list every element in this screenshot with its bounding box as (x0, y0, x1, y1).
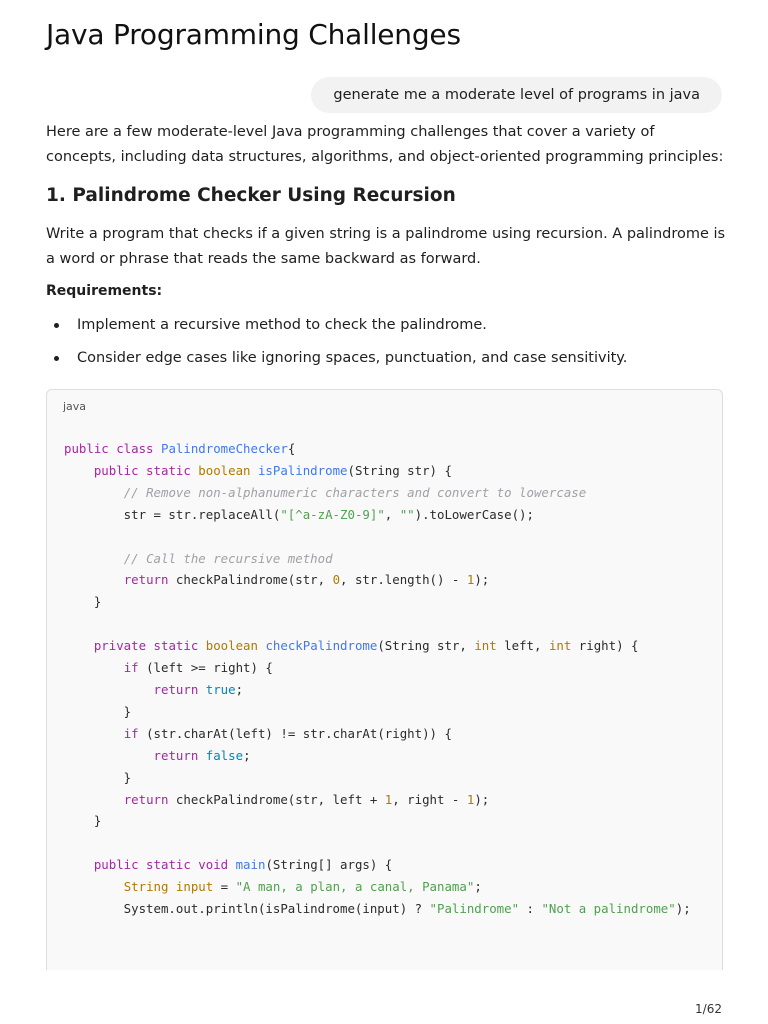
code-content[interactable] (64, 438, 691, 920)
code-language-label: java (63, 400, 87, 413)
intro-paragraph: Here are a few moderate-level Java programming challenges that cover a variety of concepts, including data structures, algorithms, and object-oriented programming principles: (46, 124, 724, 165)
code-line: private static boolean checkPalindrome(String str, int left, int right) { (93, 638, 639, 654)
code-line: // Call the recursive method (123, 550, 333, 566)
page-number: 1/62 (695, 1002, 722, 1016)
code-line: } (64, 703, 132, 719)
code-line: str = str.replaceAll("[^a-zA-Z0-9]", "").toLowerCase(); (64, 506, 534, 522)
requirements-label: Requirements: (46, 283, 163, 299)
requirements-list (46, 313, 627, 379)
code-block[interactable] (46, 389, 723, 970)
code-line: return checkPalindrome(str, 0, str.length() - 1); (123, 572, 490, 588)
user-message-bubble: generate me a moderate level of programs in java (311, 77, 722, 113)
code-line: } (64, 813, 102, 829)
code-line: System.out.println(isPalindrome(input) ? "Palindrome" : "Not a palindrome"); (64, 901, 691, 917)
list-item (46, 313, 627, 346)
code-line: return checkPalindrome(str, left + 1, right - 1); (123, 791, 490, 807)
bullet-icon (54, 356, 59, 361)
code-line: public class PalindromeChecker{ (64, 441, 296, 456)
code-line (64, 613, 691, 635)
code-line: public static boolean isPalindrome(String str) { (93, 462, 452, 478)
code-line: if (str.charAt(left) != str.charAt(right)) { (123, 725, 452, 741)
code-line (64, 526, 691, 548)
code-line: return false; (153, 747, 251, 763)
code-line: String input = "A man, a plan, a canal, Panama"; (123, 879, 482, 895)
code-line: } (64, 594, 102, 610)
bullet-icon (54, 323, 59, 328)
list-item-text: Implement a recursive method to check the palindrome. (77, 317, 487, 333)
page-title: Java Programming Challenges (46, 18, 461, 51)
code-line: } (64, 769, 132, 785)
code-line (64, 832, 691, 854)
section-heading: 1. Palindrome Checker Using Recursion (46, 185, 456, 206)
code-line: public static void main(String[] args) { (93, 857, 393, 873)
code-line: return true; (153, 681, 244, 697)
code-line: // Remove non-alphanumeric characters and convert to lowercase (123, 484, 587, 500)
code-line: if (left >= right) { (123, 660, 273, 676)
list-item (46, 346, 627, 379)
section-description: Write a program that checks if a given string is a palindrome using recursion. A palindrome is a word or phrase that reads the same backward as forward. (46, 226, 726, 267)
list-item-text: Consider edge cases like ignoring spaces, punctuation, and case sensitivity. (77, 350, 628, 366)
